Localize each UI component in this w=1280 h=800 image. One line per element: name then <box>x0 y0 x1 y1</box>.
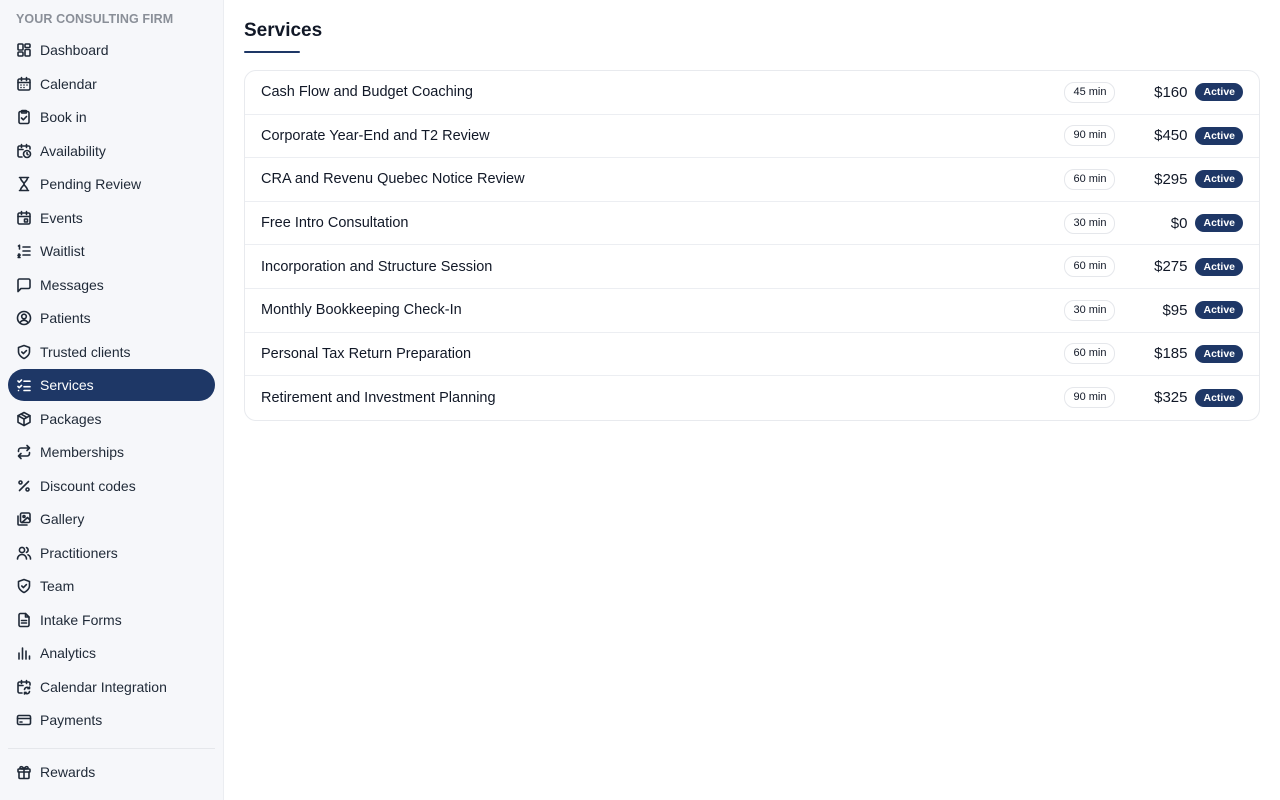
sidebar-item-label: Trusted clients <box>40 343 131 360</box>
status-badge: Active <box>1195 127 1243 145</box>
service-name: Free Intro Consultation <box>261 215 409 232</box>
sidebar-item-trusted-clients[interactable] <box>8 336 215 368</box>
sidebar-item-events[interactable] <box>8 202 215 234</box>
sidebar-item-dashboard[interactable] <box>8 34 215 66</box>
sidebar-item-availability[interactable] <box>8 135 215 167</box>
page-title: Services <box>244 20 323 41</box>
sidebar-item-label: Intake Forms <box>40 611 122 628</box>
duration-badge: 60 min <box>1064 343 1115 364</box>
status-badge: Active <box>1195 258 1243 276</box>
sidebar-item-label: Gallery <box>40 511 85 527</box>
sidebar-item-label: Availability <box>40 142 106 159</box>
sidebar-item-team[interactable] <box>8 570 215 602</box>
status-badge: Active <box>1195 170 1243 188</box>
service-price: $275 <box>1154 258 1188 276</box>
sidebar-item-messages[interactable] <box>8 269 215 301</box>
sidebar-item-label: Events <box>40 209 83 226</box>
sidebar-item-patients[interactable] <box>8 302 215 334</box>
sidebar-item-gallery[interactable] <box>8 503 215 535</box>
sidebar-item-label: Packages <box>40 410 102 427</box>
calendar-clock-icon <box>16 143 32 159</box>
title-underline <box>244 51 300 53</box>
clipboard-check-icon <box>16 109 32 125</box>
sidebar-item-label: Rewards <box>40 764 96 780</box>
service-row[interactable] <box>245 115 1259 159</box>
sidebar-item-label: Messages <box>40 276 104 293</box>
sidebar-nav-bottom <box>8 756 215 790</box>
calendar-icon <box>16 76 32 92</box>
user-circle-icon <box>16 310 32 326</box>
file-text-icon <box>16 612 32 628</box>
status-badge: Active <box>1195 301 1243 319</box>
sidebar-item-pending-review[interactable] <box>8 168 215 200</box>
sidebar-item-rewards[interactable] <box>8 756 215 788</box>
sidebar-divider <box>8 748 215 749</box>
sidebar-item-label: Analytics <box>40 645 97 661</box>
service-row[interactable] <box>245 245 1259 289</box>
service-name: Corporate Year-End and T2 Review <box>261 127 490 144</box>
duration-badge: 60 min <box>1064 169 1115 190</box>
service-row[interactable] <box>245 71 1259 115</box>
sidebar-nav <box>8 34 215 738</box>
duration-badge: 30 min <box>1064 213 1115 234</box>
status-badge: Active <box>1195 389 1243 407</box>
service-name: Retirement and Investment Planning <box>261 389 496 406</box>
sidebar-item-label: Pending Review <box>40 176 142 192</box>
sidebar-item-label: Discount codes <box>40 477 136 494</box>
sidebar-item-services[interactable] <box>8 369 215 401</box>
users-icon <box>16 545 32 561</box>
service-list <box>244 70 1260 421</box>
duration-badge: 90 min <box>1064 125 1115 146</box>
service-name: Monthly Bookkeeping Check-In <box>261 302 462 319</box>
brand-name: YOUR CONSULTING FIRM <box>16 12 174 26</box>
gift-icon <box>16 764 32 780</box>
service-price: $325 <box>1154 389 1188 407</box>
duration-badge: 30 min <box>1064 300 1115 321</box>
sidebar-item-calendar[interactable] <box>8 68 215 100</box>
package-icon <box>16 411 32 427</box>
sidebar-item-label: Waitlist <box>40 243 85 259</box>
service-price: $0 <box>1170 214 1188 232</box>
status-badge: Active <box>1195 345 1243 363</box>
bar-chart-icon <box>16 645 32 661</box>
sidebar-item-label: Team <box>40 578 75 594</box>
percent-icon <box>16 478 32 494</box>
service-price: $160 <box>1154 83 1188 101</box>
service-name: CRA and Revenu Quebec Notice Review <box>261 171 525 188</box>
sidebar-item-calendar-integration[interactable] <box>8 671 215 703</box>
status-badge: Active <box>1195 83 1243 101</box>
list-ordered-icon <box>16 243 32 259</box>
sidebar-item-label: Patients <box>40 310 91 326</box>
sidebar-item-analytics[interactable] <box>8 637 215 669</box>
sidebar-item-label: Practitioners <box>40 544 118 561</box>
sidebar-item-practitioners[interactable] <box>8 537 215 569</box>
hourglass-icon <box>16 176 32 192</box>
sidebar-item-memberships[interactable] <box>8 436 215 468</box>
message-square-icon <box>16 277 32 293</box>
service-price: $95 <box>1162 301 1188 319</box>
list-checks-icon <box>16 377 32 393</box>
calendar-sync-icon <box>16 679 32 695</box>
sidebar-item-label: Memberships <box>40 444 125 460</box>
sidebar-item-book-in[interactable] <box>8 101 215 133</box>
status-badge: Active <box>1195 214 1243 232</box>
sidebar-item-label: Calendar <box>40 75 97 92</box>
sidebar-item-label: Dashboard <box>40 42 109 58</box>
duration-badge: 60 min <box>1064 256 1115 277</box>
service-row[interactable] <box>245 202 1259 246</box>
sidebar-item-payments[interactable] <box>8 704 215 736</box>
calendar-event-icon <box>16 210 32 226</box>
service-row[interactable] <box>245 158 1259 202</box>
service-row[interactable] <box>245 333 1259 377</box>
service-name: Cash Flow and Budget Coaching <box>261 84 473 101</box>
shield-check-icon <box>16 344 32 360</box>
sidebar-item-label: Calendar Integration <box>40 678 167 695</box>
sidebar-item-label: Payments <box>40 712 103 728</box>
images-icon <box>16 511 32 527</box>
sidebar-item-discount-codes[interactable] <box>8 470 215 502</box>
dashboard-icon <box>16 42 32 58</box>
service-name: Incorporation and Structure Session <box>261 258 493 275</box>
service-price: $295 <box>1154 170 1188 188</box>
sidebar-item-intake-forms[interactable] <box>8 604 215 636</box>
sidebar-item-label: Services <box>40 377 94 393</box>
sidebar-item-label: Book in <box>40 109 87 125</box>
service-row[interactable] <box>245 289 1259 333</box>
shield-icon <box>16 578 32 594</box>
service-name: Personal Tax Return Preparation <box>261 345 472 362</box>
main-content <box>224 0 1280 800</box>
sidebar <box>0 0 224 800</box>
repeat-icon <box>16 444 32 460</box>
sidebar-item-packages[interactable] <box>8 403 215 435</box>
sidebar-item-waitlist[interactable] <box>8 235 215 267</box>
service-price: $185 <box>1154 345 1188 363</box>
service-price: $450 <box>1154 127 1188 145</box>
duration-badge: 90 min <box>1064 387 1115 408</box>
service-row[interactable] <box>245 376 1259 420</box>
duration-badge: 45 min <box>1064 82 1115 103</box>
credit-card-icon <box>16 712 32 728</box>
